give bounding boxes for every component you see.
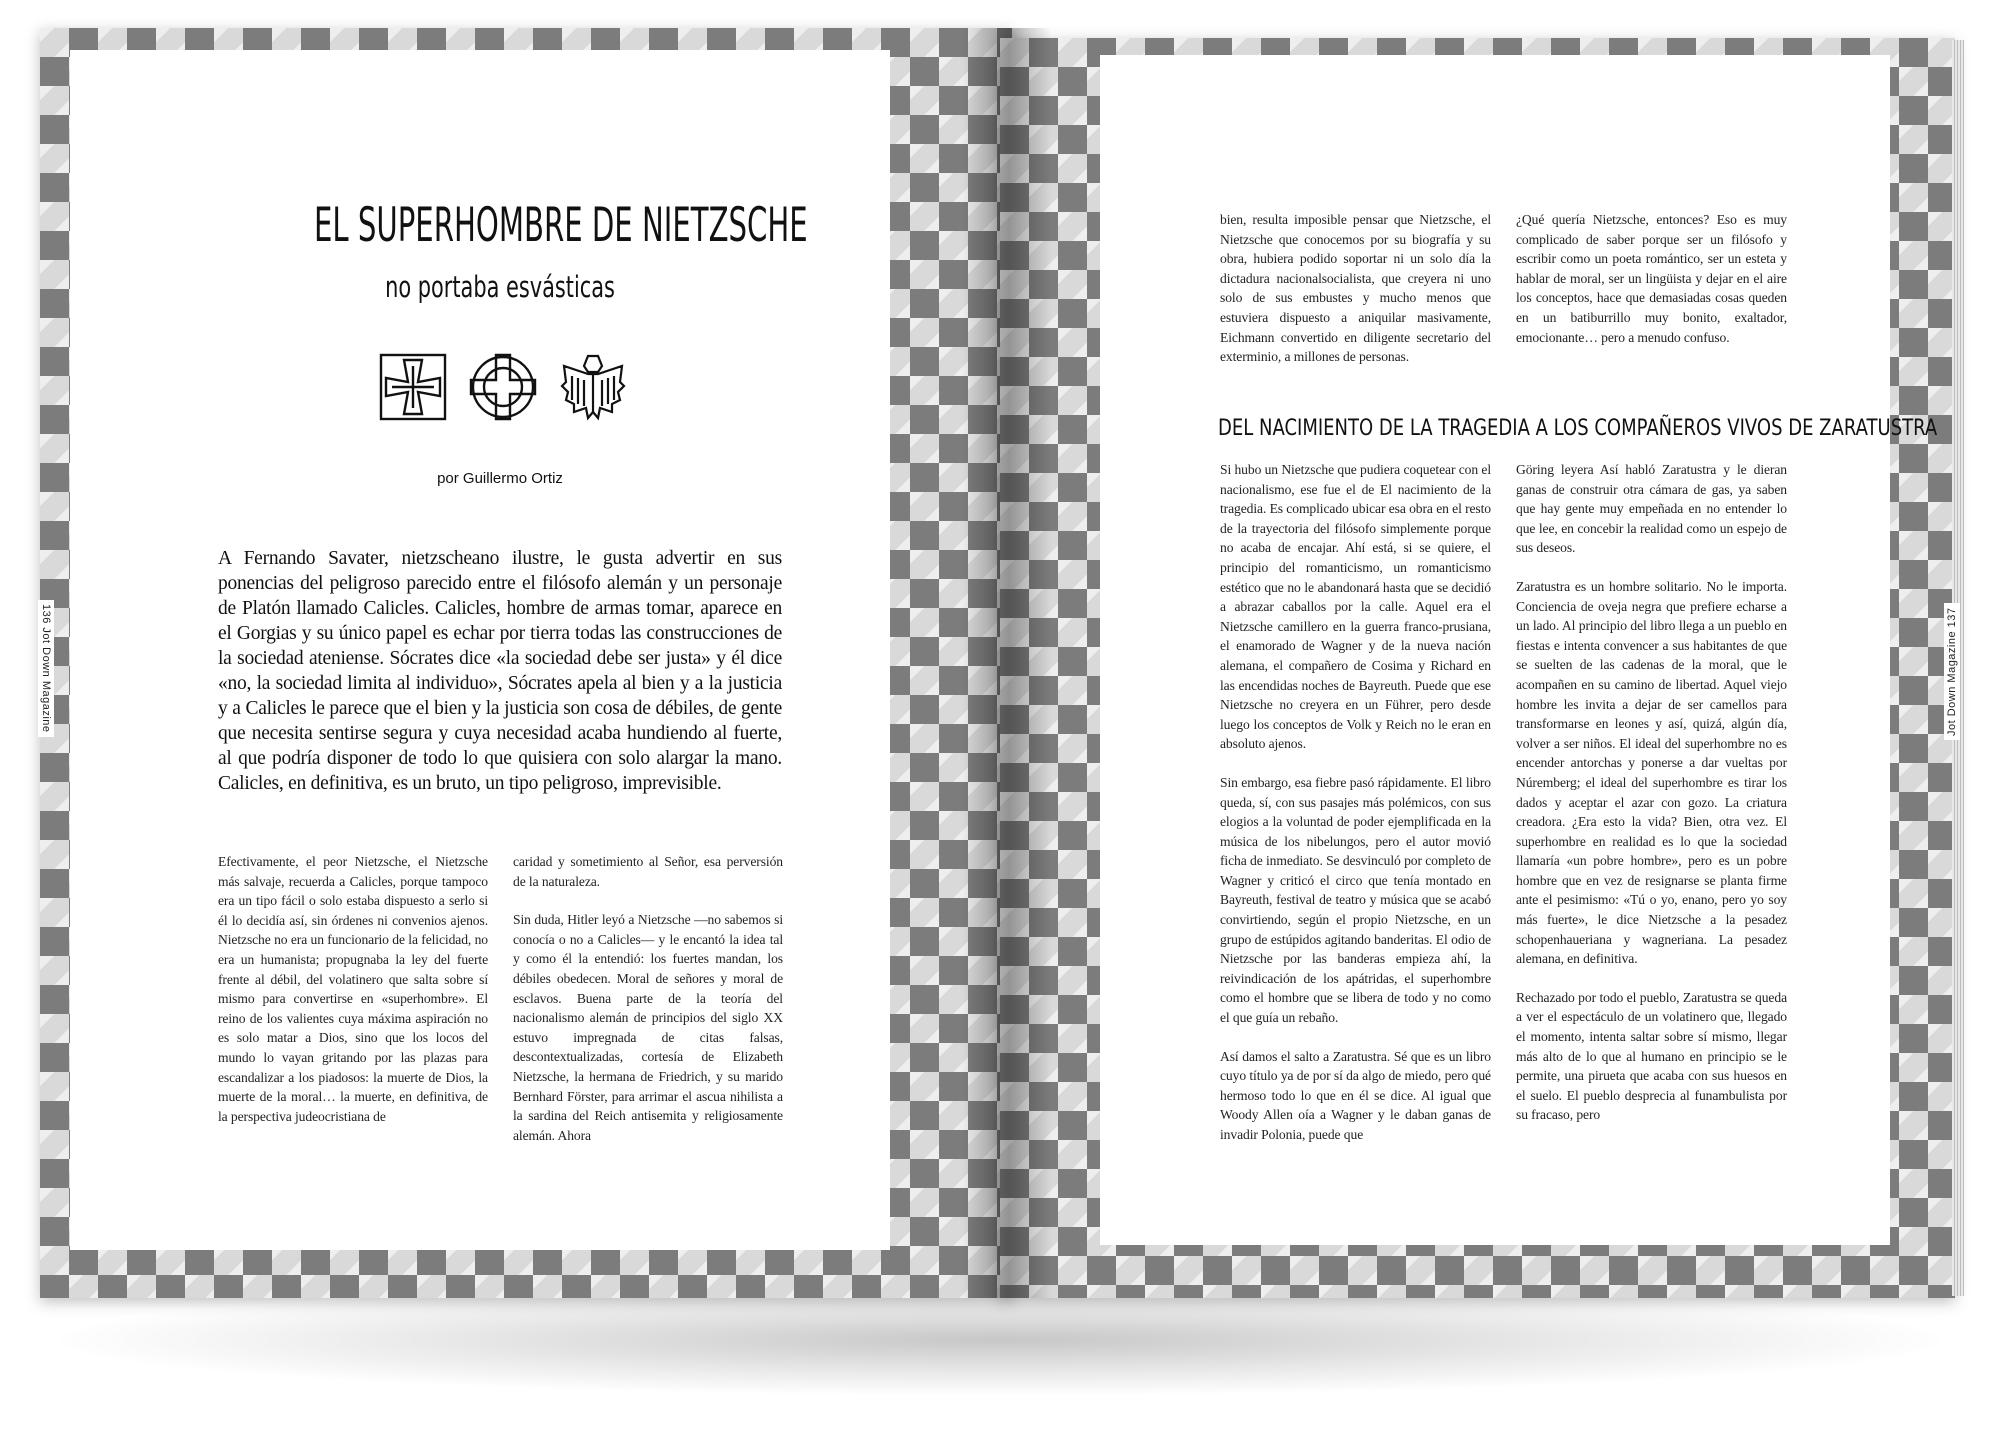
paragraph: Si hubo un Nietzsche que pudiera coquetear con el nacionalismo, ese fue el de El nacimiento de la tragedia. Es complicado ubicar esa obra en el resto de la trayectoria del filósofo simplemente porque no acaba de encajar. Ahí está, si se quiere, el principio del romanticismo, un romanticismo estético que no le abandonará hasta que se decidió a abrazar caballos por la calle. Aquel era el Nietzsche camillero en la guerra franco-prusiana, el enamorado de Wagner y de la nueva nación alemana, el compañero de Cosima y Richard en las encendidas noches de Bayreuth. Puede que ese Nietzsche no creyera en un Führer, pero desde luego los conceptos de Volk y Reich no le eran en absoluto ajenos. (1220, 462, 1491, 752)
right-column-1 (1220, 210, 1491, 386)
eagle-icon (558, 352, 628, 422)
section-heading: DEL NACIMIENTO DE LA TRAGEDIA A LOS COMPAÑEROS VIVOS DE ZARATUSTRA (1218, 415, 1938, 441)
byline: por Guillermo Ortiz (437, 470, 563, 487)
lead-paragraph: A Fernando Savater, nietzscheano ilustre, le gusta advertir en sus ponencias del peligroso parecido entre el filósofo alemán y un personaje de Platón llamado Calicles. Calicles, hombre de armas tomar, aparece en el Gorgias y su único papel es echar por tierra todas las construcciones de la sociedad ateniense. Sócrates dice «la sociedad debe ser justa» y él dice «no, la sociedad limita al individuo», Sócrates apela al bien y a la justicia y a Calicles le parece que el bien y la justicia son cosa de débiles, de gente que necesita sentirse segura y cuya necesidad acaba hundiendo al fuerte, al que podría disponer de todo lo que quisiera con solo alargar la mano. Calicles, en definitiva, es un bruto, un tipo peligroso, imprevisible. (218, 548, 782, 794)
iron-cross-icon (378, 352, 448, 422)
paragraph: Göring leyera Así habló Zaratustra y le dieran ganas de construir otra cámara de gas, ya saben que hay gente muy empeñada en no entender lo que lee, en concebir la realidad como un espejo de sus deseos. (1516, 462, 1787, 556)
left-folio: 136 Jot Down Magazine (38, 600, 54, 737)
paragraph: Sin embargo, esa fiebre pasó rápidamente. El libro queda, sí, con sus pasajes más polémicos, con sus elogios a la voluntad de poder ejemplificada en la música de los nibelungos, pero el autor movió ficha de inmediato. Se desvinculó por completo de Wagner y criticó el circo que tenía montado en Bayreuth, festival de teatro y música que se acabó convirtiendo, según el propio Nietzsche, en un grupo de estúpidos agitando banderitas. El odio de Nietzsche por las banderas empieza ahí, la reivindicación de los apátridas, el superhombre como el hombre que se libera de todo y no como el que guía un rebaño. (1220, 774, 1491, 1026)
paragraph: caridad y sometimiento al Señor, esa perversión de la naturaleza. (513, 854, 783, 889)
right-column-3 (1220, 460, 1491, 1164)
left-column-2 (513, 852, 783, 1164)
right-column-4 (1516, 460, 1787, 1144)
paragraph: Efectivamente, el peor Nietzsche, el Nietzsche más salvaje, recuerda a Calicles, porque tampoco era un tipo fácil o solo estaba dispuesto a serlo si él lo decidía así, sin órdenes ni convenios ajenos. Nietzsche no era un funcionario de la felicidad, no era un humanista; propugnaba la ley del fuerte frente al débil, del volatinero que salta sobre sí mismo para convertirse en «superhombre». El reino de los valientes cuya máxima aspiración no es solo matar a Dios, sino que los locos del mundo lo vayan gritando por las plazas para escandalizar a los piadosos: la muerte de Dios, la muerte de la moral… la muerte, en definitiva, de la perspectiva judeocristiana de (218, 854, 488, 1124)
paragraph: Sin duda, Hitler leyó a Nietzsche —no sabemos si conocía o no a Calicles— y le encantó la idea tal y como él la entendió: los fuertes mandan, los débiles obedecen. Moral de señores y moral de esclavos. Buena parte de la teoría del nacionalismo alemán de principios del siglo XX estuvo impregnada de citas falsas, descontextualizadas, cortesía de Elizabeth Nietzsche, la hermana de Friedrich, y su marido Bernhard Förster, para arrimar el ascua nihilista a la sardina del Reich antisemita y religiosamente alemán. Ahora (513, 912, 783, 1143)
paragraph: ¿Qué quería Nietzsche, entonces? Eso es muy complicado de saber porque ser un filósofo y escribir como un poeta romántico, ser un esteta y hablar de moral, ser un lingüista y dejar en el aire los conceptos, hace que demasiadas cosas queden en un batiburrillo muy bonito, exaltador, emocionante… pero a menudo confuso. (1516, 212, 1787, 345)
left-column-1 (218, 852, 488, 1145)
celtic-cross-icon (468, 352, 538, 422)
article-subtitle: no portaba esvásticas (385, 270, 615, 304)
spread-shadow (60, 1285, 1940, 1395)
paragraph: Zaratustra es un hombre solitario. No le importa. Conciencia de oveja negra que prefiere echarse a un lado. Al principio del libro llega a un pueblo en fiestas e intenta convencer a sus habitantes de que se suelten de las cadenas de la moral, que le acompañen en su camino de libertad. Aquel viejo hombre les invita a dejar de ser camellos para transformarse en leones y así, quizá, algún día, volver a ser niños. El ideal del superhombre no es encender antorchas y ponerse a dar vueltas por Núremberg; el ideal del superhombre es tirar los dados y aceptar el azar con gozo. La criatura creadora. ¿Era esto la vida? Bien, otra vez. El superhombre en realidad es lo que la sociedad llamaría «un pobre hombre», pero es un pobre hombre que en vez de resignarse se planta firme ante el pesimismo: «Tú o yo, enano, pero yo soy más fuerte», le dice Nietzsche a la pesadez schopenhaueriana y wagneriana. La pesadez alemana, en definitiva. (1516, 578, 1787, 967)
emblem-row (378, 352, 628, 424)
paragraph: bien, resulta imposible pensar que Nietzsche, el Nietzsche que conocemos por su biografía y su obra, hubiera podido soportar ni un solo día la dictadura nacionalsocialista, que creyera ni uno solo de sus embustes y mucho menos que estuviera dispuesto a aniquilar masivamente, Eichmann convertido en diligente secretario del exterminio, a millones de personas. (1220, 212, 1491, 365)
paragraph: Así damos el salto a Zaratustra. Sé que es un libro cuyo título ya de por sí da algo de miedo, pero qué hermoso todo lo que en él se dice. Al igual que Woody Allen oía a Wagner y le daban ganas de invadir Polonia, puede que (1220, 1048, 1491, 1142)
article-title: EL SUPERHOMBRE DE NIETZSCHE (314, 198, 808, 253)
paragraph: Rechazado por todo el pueblo, Zaratustra se queda a ver el espectáculo de un volatinero que, llegado el momento, intenta saltar sobre sí mismo, llegar más alto de lo que al humano en principio se le permite, una pirueta que acaba con sus huesos en el suelo. El pueblo desprecia al funambulista por su fracaso, pero (1516, 989, 1787, 1123)
right-folio: Jot Down Magazine 137 (1944, 603, 1960, 740)
right-column-2 (1516, 210, 1787, 366)
